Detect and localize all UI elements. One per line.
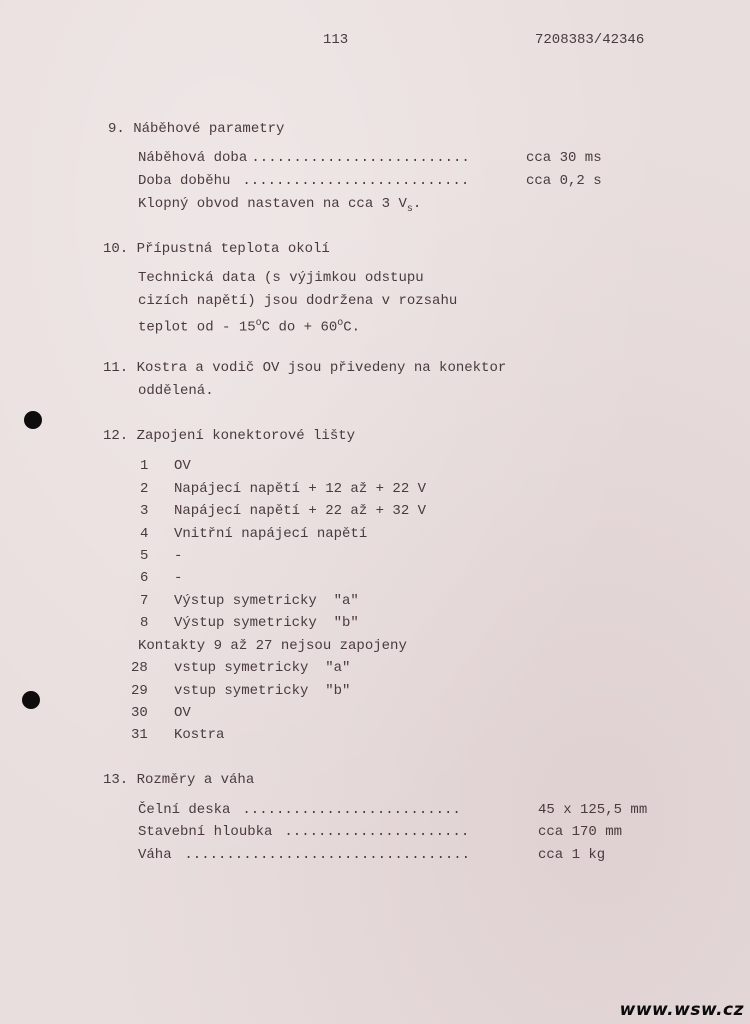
pin-number: 8 bbox=[140, 615, 149, 631]
pin-label: Kostra bbox=[174, 727, 225, 743]
pin-label: vstup symetricky "b" bbox=[174, 683, 351, 699]
pin-label: Napájecí napětí + 22 až + 32 V bbox=[174, 503, 427, 519]
pin-number: 6 bbox=[140, 570, 149, 586]
degree-sup: o bbox=[337, 318, 344, 329]
temp-text-a: teplot od - 15 bbox=[138, 319, 256, 336]
pin-label: vstup symetricky "a" bbox=[174, 660, 351, 676]
temp-text-b: C do + 60 bbox=[261, 319, 338, 336]
section-13-heading: 13. Rozměry a váha bbox=[103, 772, 255, 788]
section-11-line: oddělená. bbox=[138, 383, 214, 399]
pin-number: 4 bbox=[140, 526, 149, 542]
section-9-row-label: Náběhová doba bbox=[138, 150, 248, 166]
section-9-heading: 9. Náběhové parametry bbox=[108, 121, 285, 137]
temp-text-c: C. bbox=[343, 319, 361, 336]
section-12-heading: 12. Zapojení konektorové lišty bbox=[103, 428, 356, 444]
pin-label: Vnitřní napájecí napětí bbox=[174, 526, 368, 542]
note-end: . bbox=[412, 196, 422, 212]
section-13-row-label: Stavební hloubka bbox=[138, 824, 273, 840]
page-number: 113 bbox=[323, 32, 349, 48]
section-9-row-dots: .......................... bbox=[243, 150, 470, 166]
pin-number: 28 bbox=[131, 660, 148, 676]
section-10-line: Technická data (s výjimkou odstupu bbox=[138, 270, 424, 286]
section-13-row-value: cca 170 mm bbox=[538, 824, 623, 840]
section-9-row-value: cca 30 ms bbox=[526, 150, 602, 166]
pin-number: 31 bbox=[131, 727, 148, 743]
pin-label: Výstup symetricky "a" bbox=[174, 593, 359, 609]
pin-number: 30 bbox=[131, 705, 148, 721]
pin-label: OV bbox=[174, 458, 191, 474]
section-13-row-dots: .................................. bbox=[176, 847, 471, 863]
pin-number: 5 bbox=[140, 548, 149, 564]
section-13-row-dots: ...................... bbox=[276, 824, 470, 840]
section-9-note bbox=[138, 196, 421, 218]
watermark: www.wsw.cz bbox=[619, 1000, 744, 1020]
section-13-row-label: Čelní deska bbox=[138, 802, 231, 818]
section-13-row-value: 45 x 125,5 mm bbox=[538, 802, 648, 818]
pin-number: 7 bbox=[140, 593, 149, 609]
section-13-row-value: cca 1 kg bbox=[538, 847, 606, 863]
degree-sup: o bbox=[255, 318, 262, 329]
pin-label: OV bbox=[174, 705, 191, 721]
section-9-row-label: Doba doběhu bbox=[138, 173, 231, 189]
section-13-row-label: Váha bbox=[138, 847, 172, 863]
pin-label: - bbox=[174, 548, 183, 564]
note-subscript: s bbox=[406, 203, 413, 215]
pin-number: 2 bbox=[140, 481, 149, 497]
pin-label: - bbox=[174, 570, 183, 586]
section-13-row-dots: .......................... bbox=[234, 802, 461, 818]
pin-label: Výstup symetricky "b" bbox=[174, 615, 359, 631]
pin-number: 3 bbox=[140, 503, 149, 519]
section-9-row-dots: ........................... bbox=[234, 173, 470, 189]
pin-number: 1 bbox=[140, 458, 149, 474]
pin-label: Napájecí napětí + 12 až + 22 V bbox=[174, 481, 427, 497]
section-9-row-value: cca 0,2 s bbox=[526, 173, 602, 189]
contacts-note: Kontakty 9 až 27 nejsou zapojeny bbox=[138, 638, 407, 654]
section-10-line bbox=[138, 316, 360, 336]
binder-hole-bottom bbox=[22, 691, 40, 709]
pin-number: 29 bbox=[131, 683, 148, 699]
section-11-line: 11. Kostra a vodič OV jsou přivedeny na konektor bbox=[103, 360, 507, 376]
binder-hole-top bbox=[24, 411, 42, 429]
section-10-line: cizích napětí) jsou dodržena v rozsahu bbox=[138, 293, 458, 309]
document-code: 7208383/42346 bbox=[535, 32, 645, 48]
note-text: Klopný obvod nastaven na cca 3 V bbox=[138, 196, 407, 212]
section-10-heading: 10. Přípustná teplota okolí bbox=[103, 241, 330, 257]
